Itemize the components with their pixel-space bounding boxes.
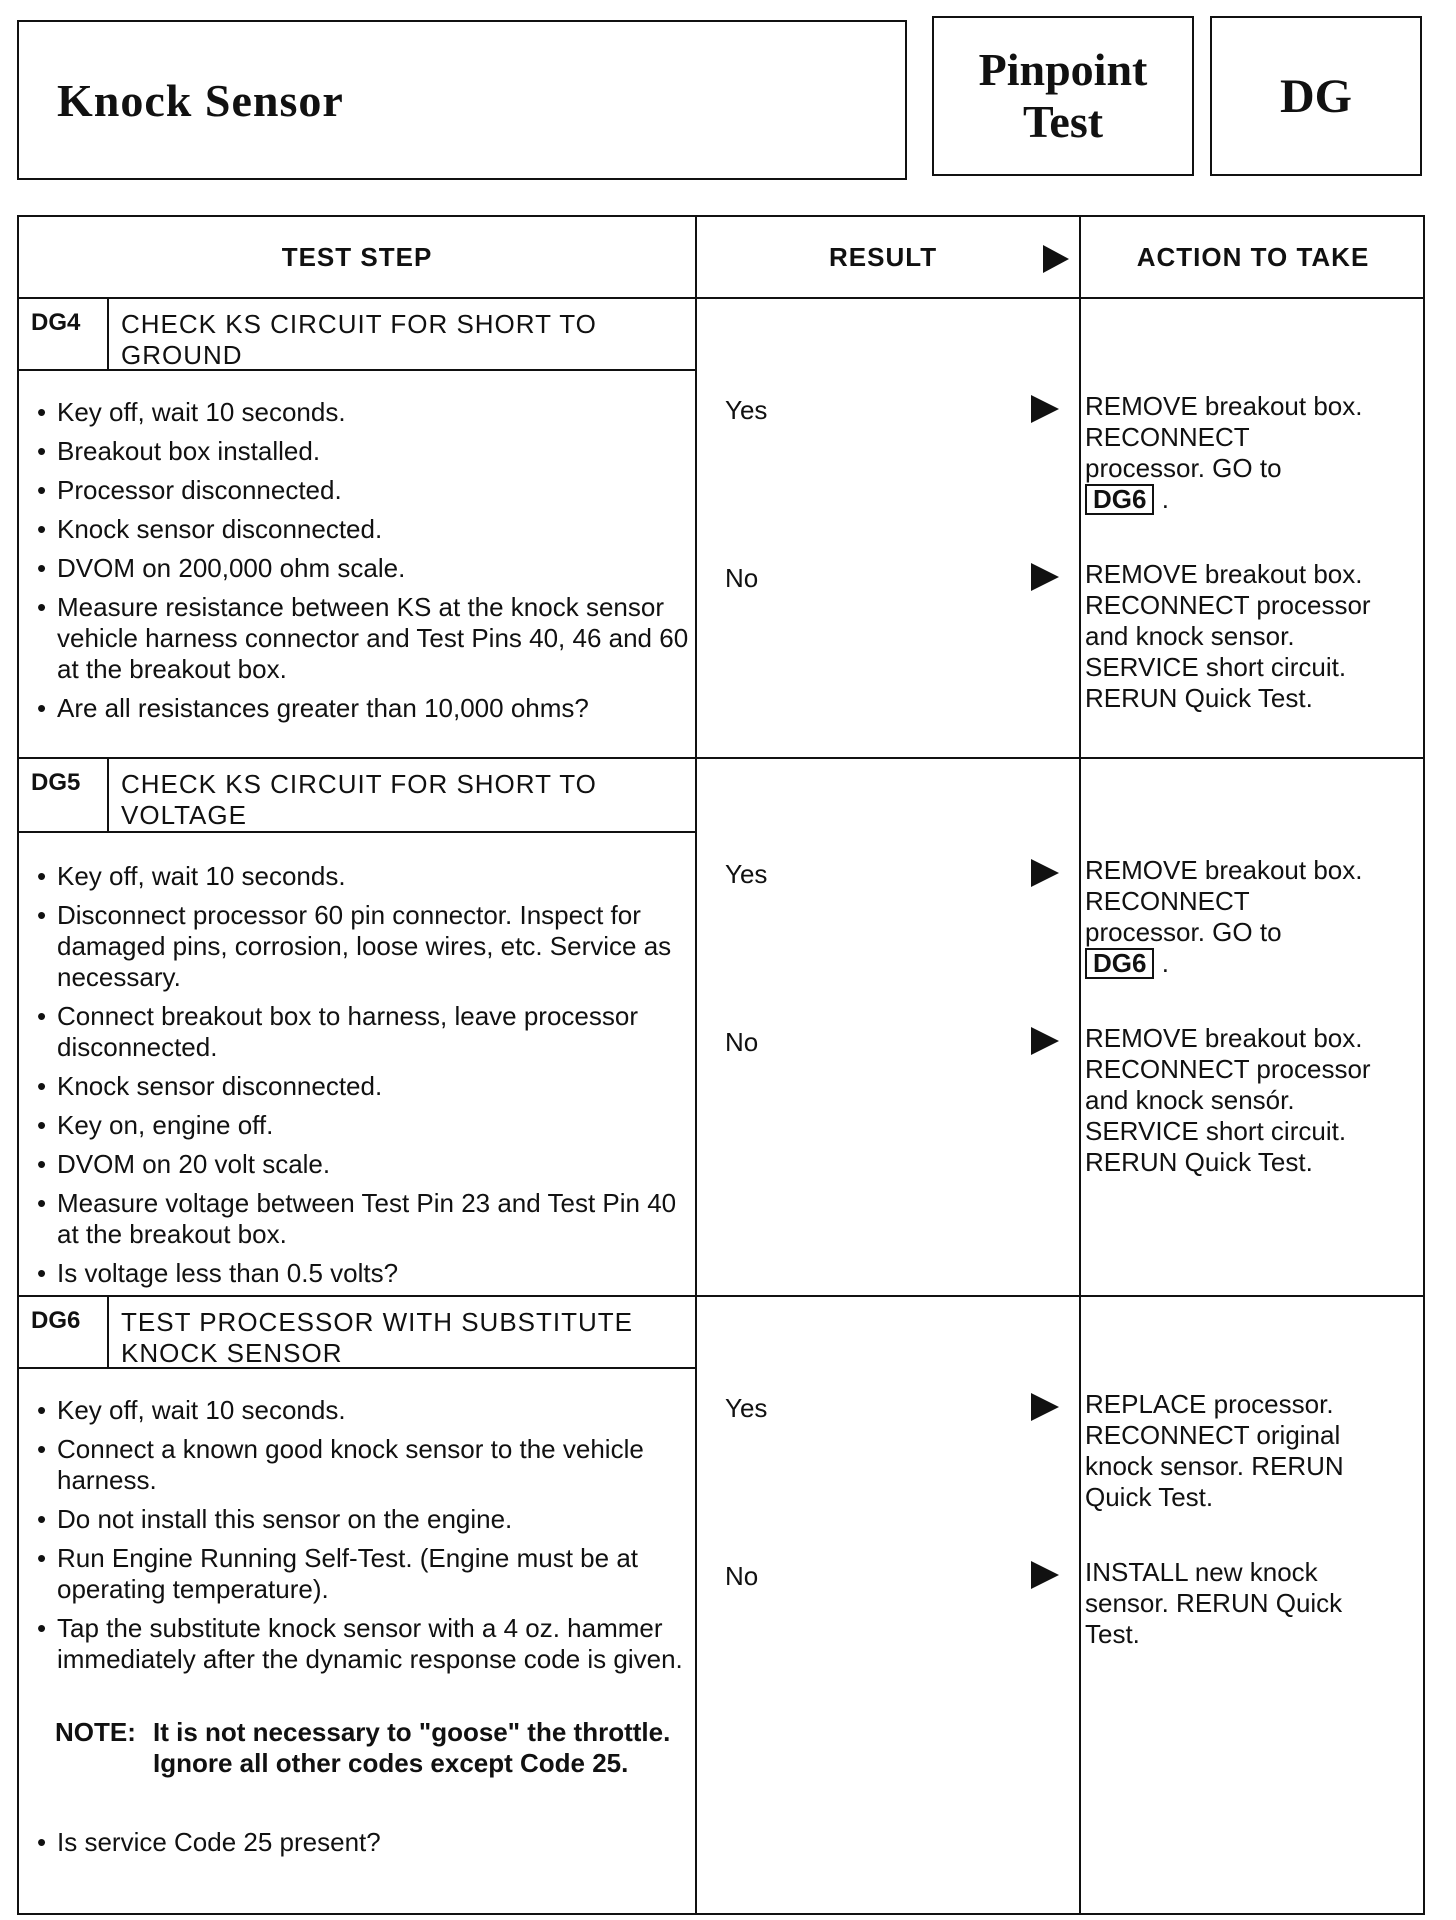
note-label: NOTE: (55, 1717, 136, 1747)
list-item: • Key off, wait 10 seconds. (37, 1395, 697, 1426)
column-header-action-label: ACTION TO TAKE (1136, 241, 1370, 272)
right-arrow-icon (1031, 859, 1059, 887)
note (55, 1717, 695, 1779)
step-instructions-dg5 (37, 861, 697, 1297)
action-line: REPLACE processor. (1085, 1389, 1334, 1419)
result-yes: Yes (725, 395, 768, 425)
list-item: • Key off, wait 10 seconds. (37, 397, 697, 428)
action-line: RERUN Quick Test. (1085, 1147, 1313, 1177)
action-suffix: . (1161, 948, 1169, 978)
step-header-dg6 (19, 1297, 695, 1369)
action-line: RECONNECT processor (1085, 590, 1371, 620)
list-item: • Is service Code 25 present? (37, 1827, 697, 1858)
list-item: • Measure resistance between KS at the knock sensor vehicle harness connector and Test Pins 40, 46 and 60 at the breakout box. (37, 592, 697, 685)
right-arrow-icon (1031, 1393, 1059, 1421)
right-arrow-icon (1031, 563, 1059, 591)
action-text (1085, 1557, 1421, 1650)
action-line: and knock sensor. (1085, 621, 1295, 651)
action-line: REMOVE breakout box. (1085, 1023, 1363, 1053)
list-item: • Do not install this sensor on the engine. (37, 1504, 697, 1535)
list-item: • Key on, engine off. (37, 1110, 697, 1141)
list-item: • Breakout box installed. (37, 436, 697, 467)
pinpoint-test-table (17, 215, 1425, 1915)
list-item: • Run Engine Running Self-Test. (Engine must be at operating temperature). (37, 1543, 697, 1605)
action-line: RERUN Quick Test. (1085, 683, 1313, 713)
list-item: • Measure voltage between Test Pin 23 and Test Pin 40 at the breakout box. (37, 1188, 697, 1250)
action-suffix: . (1161, 484, 1169, 514)
action-line: RECONNECT (1085, 422, 1250, 452)
step-title: TEST PROCESSOR WITH SUBSTITUTE KNOCK SENSOR (121, 1307, 634, 1368)
list-item: • DVOM on 200,000 ohm scale. (37, 553, 697, 584)
action-text (1085, 1023, 1421, 1178)
action-line: and knock sensór. (1085, 1085, 1295, 1115)
list-item: • Key off, wait 10 seconds. (37, 861, 697, 892)
action-line: RECONNECT processor (1085, 1054, 1371, 1084)
step-header-dg5 (19, 759, 695, 833)
list-item: • Is voltage less than 0.5 volts? (37, 1258, 697, 1289)
step-id: DG6 (19, 1297, 109, 1367)
list-item: • Connect breakout box to harness, leave processor disconnected. (37, 1001, 697, 1063)
action-text (1085, 1389, 1421, 1513)
column-header-test-step-label: TEST STEP (281, 241, 433, 272)
page-title: Knock Sensor (57, 74, 344, 126)
step-reference-dg6[interactable]: DG6 (1085, 948, 1154, 979)
note-text: It is not necessary to "goose" the throttle. Ignore all other codes except Code 25. (153, 1717, 671, 1778)
action-text (1085, 391, 1421, 515)
action-line: processor. GO to (1085, 453, 1282, 483)
column-header-test-step (19, 217, 695, 297)
action-line: INSTALL new knock (1085, 1557, 1318, 1587)
title-box (17, 20, 907, 180)
action-line: SERVICE short circuit. (1085, 1116, 1347, 1146)
step-title: CHECK KS CIRCUIT FOR SHORT TO GROUND (121, 309, 597, 370)
column-divider-2 (1079, 217, 1081, 1913)
pinpoint-line-1: Pinpoint (978, 44, 1148, 95)
result-no: No (725, 1561, 759, 1591)
action-line: RECONNECT original (1085, 1420, 1341, 1450)
pinpoint-line-2: Test (1022, 96, 1104, 147)
right-arrow-icon (1043, 245, 1069, 273)
column-header-action (1081, 217, 1425, 297)
test-code: DG (1280, 69, 1352, 123)
action-line: sensor. RERUN Quick (1085, 1588, 1343, 1618)
result-yes: Yes (725, 1393, 768, 1423)
result-yes: Yes (725, 859, 768, 889)
right-arrow-icon (1031, 1027, 1059, 1055)
list-item: • Connect a known good knock sensor to the vehicle harness. (37, 1434, 697, 1496)
action-line: RECONNECT (1085, 886, 1250, 916)
list-item: • Are all resistances greater than 10,000 ohms? (37, 693, 697, 724)
step-header-dg4 (19, 299, 695, 371)
action-text (1085, 855, 1421, 979)
result-no: No (725, 1027, 759, 1057)
step-reference-dg6[interactable]: DG6 (1085, 484, 1154, 515)
column-header-result (697, 217, 1079, 297)
action-line: SERVICE short circuit. (1085, 652, 1347, 682)
step-final-question-dg6 (37, 1827, 697, 1858)
pinpoint-test-box (932, 16, 1194, 176)
list-item: • Disconnect processor 60 pin connector. Inspect for damaged pins, corrosion, loose wires, etc. Service as necessary. (37, 900, 697, 993)
list-item: • Knock sensor disconnected. (37, 1071, 697, 1102)
step-title: CHECK KS CIRCUIT FOR SHORT TO VOLTAGE (121, 769, 597, 830)
right-arrow-icon (1031, 395, 1059, 423)
step-instructions-dg4 (37, 397, 697, 732)
action-line: REMOVE breakout box. (1085, 559, 1363, 589)
step-id: DG5 (19, 759, 109, 831)
action-line: Test. (1085, 1619, 1140, 1649)
step-id: DG4 (19, 299, 109, 369)
list-item: • Processor disconnected. (37, 475, 697, 506)
action-line: Quick Test. (1085, 1482, 1214, 1512)
action-line: processor. GO to (1085, 917, 1282, 947)
result-no: No (725, 563, 759, 593)
test-code-box (1210, 16, 1422, 176)
action-line: REMOVE breakout box. (1085, 855, 1363, 885)
list-item: • Tap the substitute knock sensor with a 4 oz. hammer immediately after the dynamic response code is given. (37, 1613, 697, 1675)
list-item: • Knock sensor disconnected. (37, 514, 697, 545)
list-item: • DVOM on 20 volt scale. (37, 1149, 697, 1180)
right-arrow-icon (1031, 1561, 1059, 1589)
action-line: REMOVE breakout box. (1085, 391, 1363, 421)
column-header-result-label: RESULT (829, 241, 938, 272)
action-line: knock sensor. RERUN (1085, 1451, 1344, 1481)
pinpoint-test-label (979, 44, 1148, 148)
step-instructions-dg6 (37, 1395, 697, 1683)
action-text (1085, 559, 1421, 714)
